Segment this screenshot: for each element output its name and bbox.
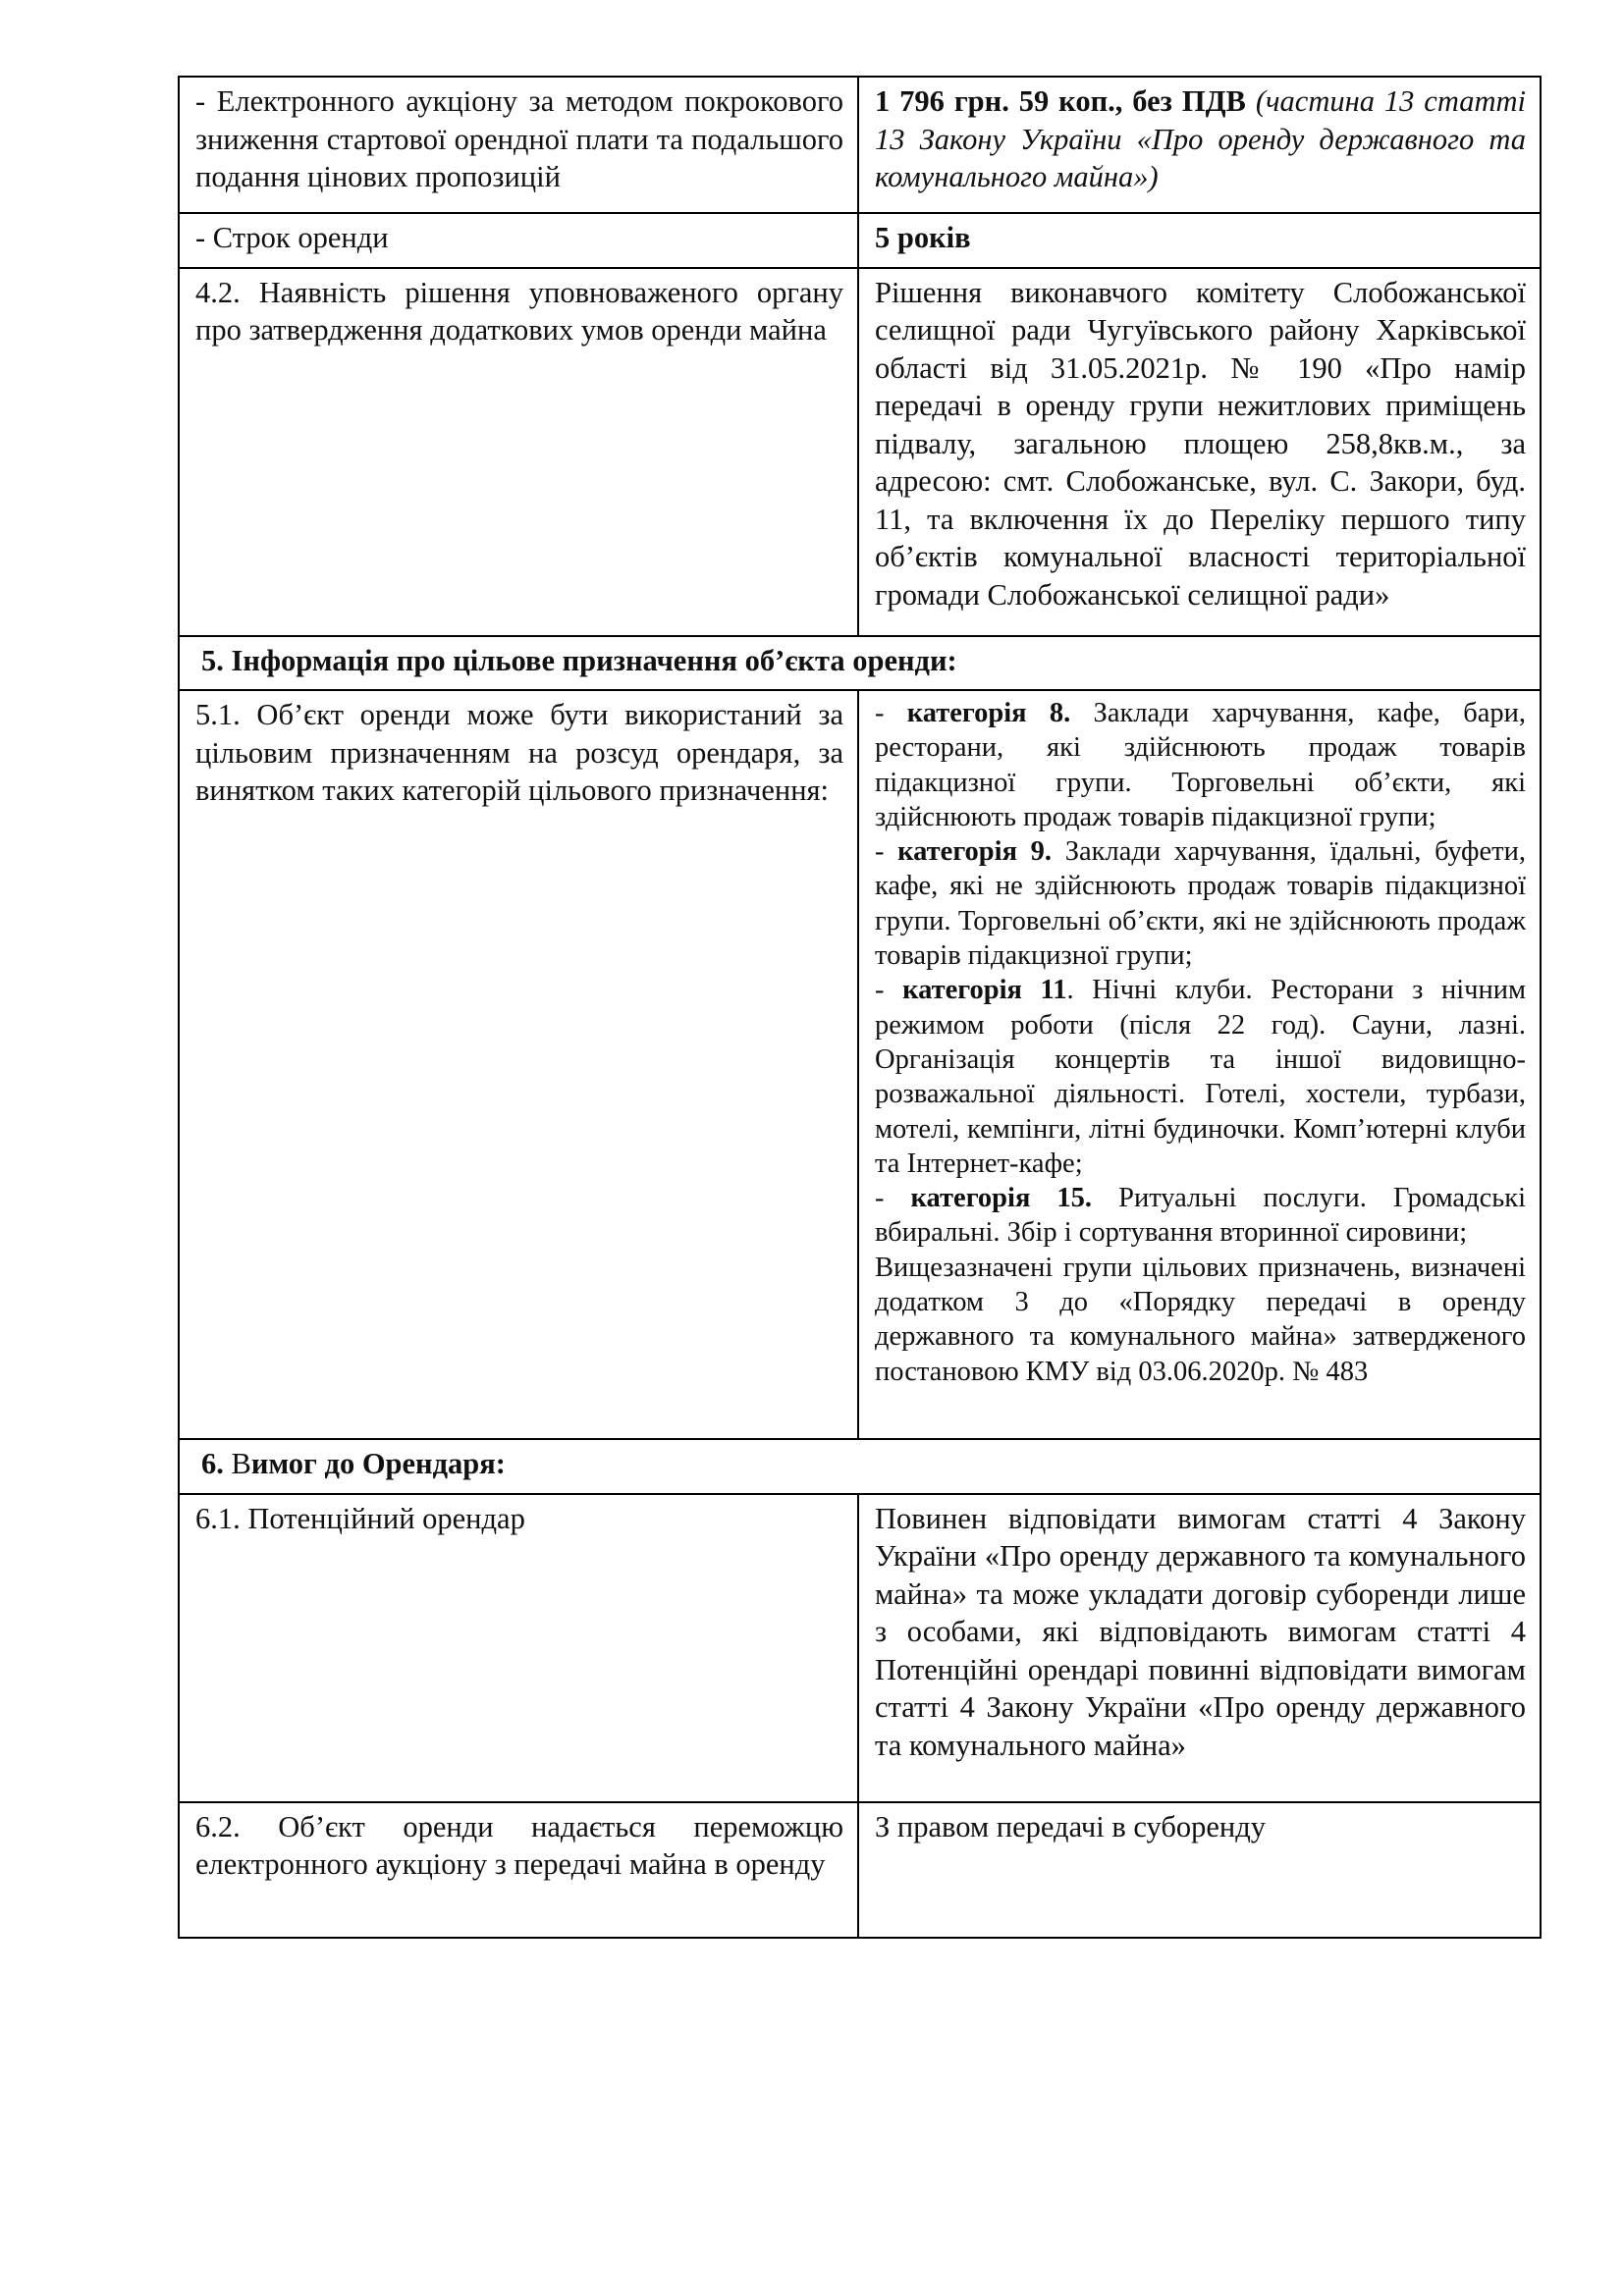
table-row (179, 213, 1541, 268)
category-item: - категорія 15. Ритуальні послуги. Громадські вбиральні. Збір і сортування вторинної сировини; (875, 1183, 1526, 1249)
section-6-number: 6. (201, 1447, 224, 1480)
table-row (179, 1494, 1541, 1802)
potential-tenant-requirements: Повинен відповідати вимогам статті 4 Закону України «Про оренду державного та комунального майна» та може укладати договір суборенди лише з особами, які відповідають вимогам статті 4 Потенційні орендарі повинні відповідати вимогам статті 4 Закону України «Про оренду державного та комунального майна» (858, 1494, 1541, 1802)
excluded-categories (858, 690, 1541, 1439)
table-row (179, 690, 1541, 1439)
category-item: - категорія 9. Заклади харчування, їдальні, буфети, кафе, які не здійснюють продаж товарів підакцизної групи. Торговельні об’єкти, які не здійснюють продаж товарів підакцизної групи; (875, 836, 1526, 972)
section-header-row (179, 636, 1541, 691)
categories-note: Вищезазначені групи цільових призначень, визначені додатком 3 до «Порядку передачі в оренду державного та комунального майна» затвердженого постановою КМУ від 03.06.2020р. № 483 (875, 1252, 1526, 1387)
decision-label: 4.2. Наявність рішення уповноваженого органу про затвердження додаткових умов оренди майна (179, 268, 858, 636)
table-row (179, 1802, 1541, 1938)
lease-term-value: 5 років (858, 213, 1541, 268)
starting-rent-amount: 1 796 грн. 59 коп., без ПДВ (875, 84, 1246, 118)
category-item: - категорія 8. Заклади харчування, кафе, бари, ресторани, які здійснюють продаж товарів підакцизної групи. Торговельні об’єкти, які здійснюють продаж товарів підакцизної групи; (875, 698, 1526, 832)
lease-term-label: - Строк оренди (179, 213, 858, 268)
category-item: - категорія 11. Нічні клуби. Ресторани з нічним режимом роботи (після 22 год). Сауни, лазні. Організація концертів та іншої видовищно-розважальної діяльності. Готелі, хостели, турбази, мотелі, кемпінги, літні будиночки. Комп’ютерні клуби та Інтернет-кафе; (875, 975, 1527, 1179)
decision-value: Рішення виконавчого комітету Слобожанської селищної ради Чугуївського району Харківської області від 31.05.2021р. № 190 «Про намір передачі в оренду групи нежитлових приміщень підвалу, загальною площею 258,8кв.м., за адресою: смт. Слобожанське, вул. С. Закори, буд. 11, та включення їх до Переліку першого типу об’єктів комунальної власності територіальної громади Слобожанської селищної ради» (858, 268, 1541, 636)
lease-conditions-table (178, 76, 1542, 1939)
auction-winner-label: 6.2. Об’єкт оренди надається переможцю електронного аукціону з передачі майна в оренду (179, 1802, 858, 1938)
section-5-header (179, 636, 1541, 691)
section-6-title-initial: В (231, 1447, 251, 1480)
section-6-header (179, 1439, 1541, 1494)
purpose-label: 5.1. Об’єкт оренди може бути використаний за цільовим призначенням на розсуд орендаря, за винятком таких категорій цільового призначення: (179, 690, 858, 1439)
auction-method-label: - Електронного аукціону за методом покрокового зниження стартової орендної плати та подальшого подання цінових пропозицій (179, 77, 858, 213)
law-reference: (частина 13 статті 13 Закону України «Про оренду державного та комунального майна») (875, 84, 1527, 193)
section-5-title: Інформація про цільове призначення об’єкта оренди: (231, 643, 957, 677)
potential-tenant-label: 6.1. Потенційний орендар (179, 1494, 858, 1802)
section-6-title: имог до Орендаря: (250, 1447, 506, 1480)
table-row (179, 268, 1541, 636)
table-row (179, 77, 1541, 213)
sublease-right-value: З правом передачі в суборенду (858, 1802, 1541, 1938)
auction-method-value (858, 77, 1541, 213)
section-header-row (179, 1439, 1541, 1494)
section-5-number: 5. (201, 643, 224, 677)
